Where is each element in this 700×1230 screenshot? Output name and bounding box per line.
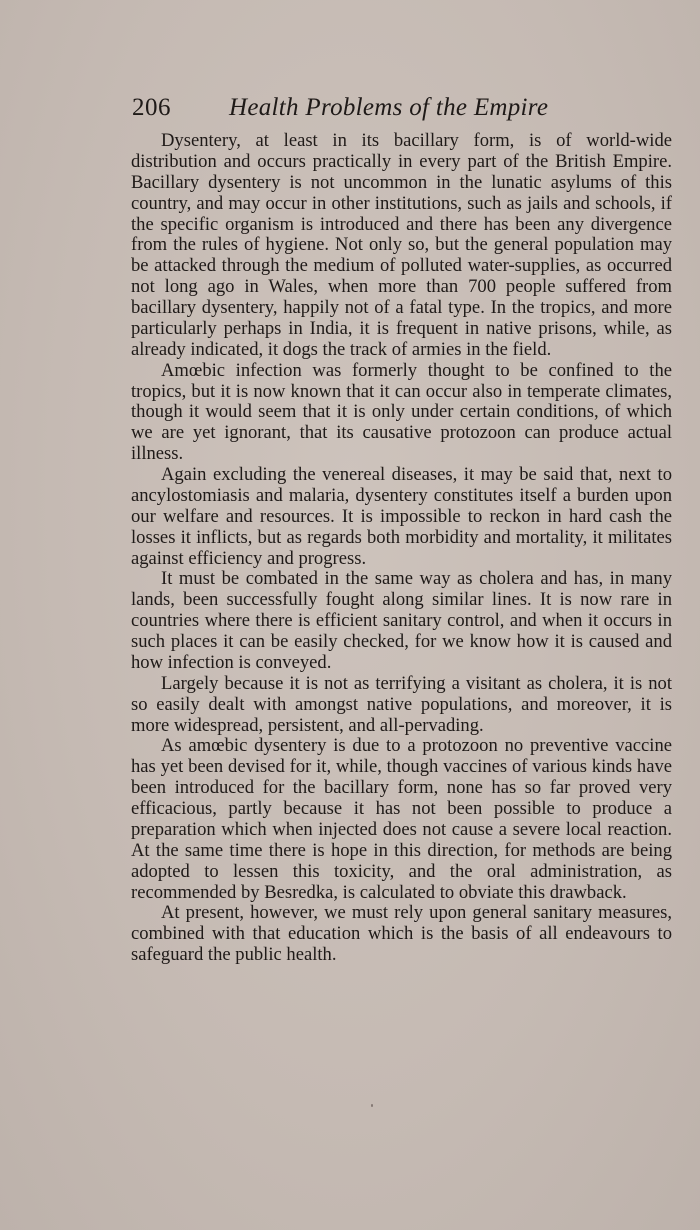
paragraph-native-populations: Largely because it is not as terrifying a visitant as cholera, it is not so easily dealt with amongst native populations, and moreover, it is more widespread, persistent, and all-pervading. <box>131 672 672 736</box>
paragraph-combat: It must be combated in the same way as cholera and has, in many lands, been successfully fought along similar lines. It is now rare in countries where there is efficient sanitary control, and when it occurs in such places it can be easily checked, for we know how it is caused and how infection is conveyed. <box>131 568 672 673</box>
paragraph-burden: Again excluding the venereal diseases, it may be said that, next to ancylostomiasis and malaria, dysentery constitutes itself a burden upon our welfare and resources. It is impossible to reckon in hard cash the losses it inflicts, but as regards both morbidity and mortality, it militates against efficiency and progress. <box>131 464 672 569</box>
paragraph-vaccines: As amœbic dysentery is due to a protozoon no preventive vaccine has yet been devised for it, while, though vaccines of various kinds have been introduced for the bacillary form, none has so far proved very efficacious, partly because it has not been possible to produce a preparation which when injected does not cause a severe local reaction. At the same time there is hope in this direction, for methods are being adopted to lessen this toxicity, and the oral administration, as recommended by Besredka, is calculated to obviate this drawback. <box>131 735 672 903</box>
paragraph-bacillary-distribution: Dysentery, at least in its bacillary form, is of world-wide distribution and occurs practically in every part of the British Empire. Bacillary dysentery is not uncommon in the lunatic asylums of this country, and may occur in other institutions, such as jails and schools, if the specific organism is introduced and there has been any divergence from the rules of hygiene. Not only so, but the general population may be attacked through the medium of polluted water-supplies, as occurred not long ago in Wales, when more than 700 people suffered from bacillary dysentery, happily not of a fatal type. In the tropics, and more particularly perhaps in India, it is frequent in native prisons, while, as already indicated, it dogs the track of armies in the field. <box>131 130 672 360</box>
running-title: Health Problems of the Empire <box>229 94 549 121</box>
paragraph-amoebic-infection: Amœbic infection was formerly thought to be confined to the tropics, but it is now known that it can occur also in temperate climates, though it would seem that it is only under certain conditions, of which we are yet ignorant, that its causative protozoon can produce actual illness. <box>131 359 672 465</box>
paper-speck <box>371 1104 373 1107</box>
page-header <box>132 92 572 132</box>
body-text <box>131 131 672 966</box>
paragraph-sanitary-measures: At present, however, we must rely upon general sanitary measures, combined with that education which is the basis of all endeavours to safeguard the public health. <box>131 902 672 966</box>
page-number: 206 <box>132 94 171 121</box>
